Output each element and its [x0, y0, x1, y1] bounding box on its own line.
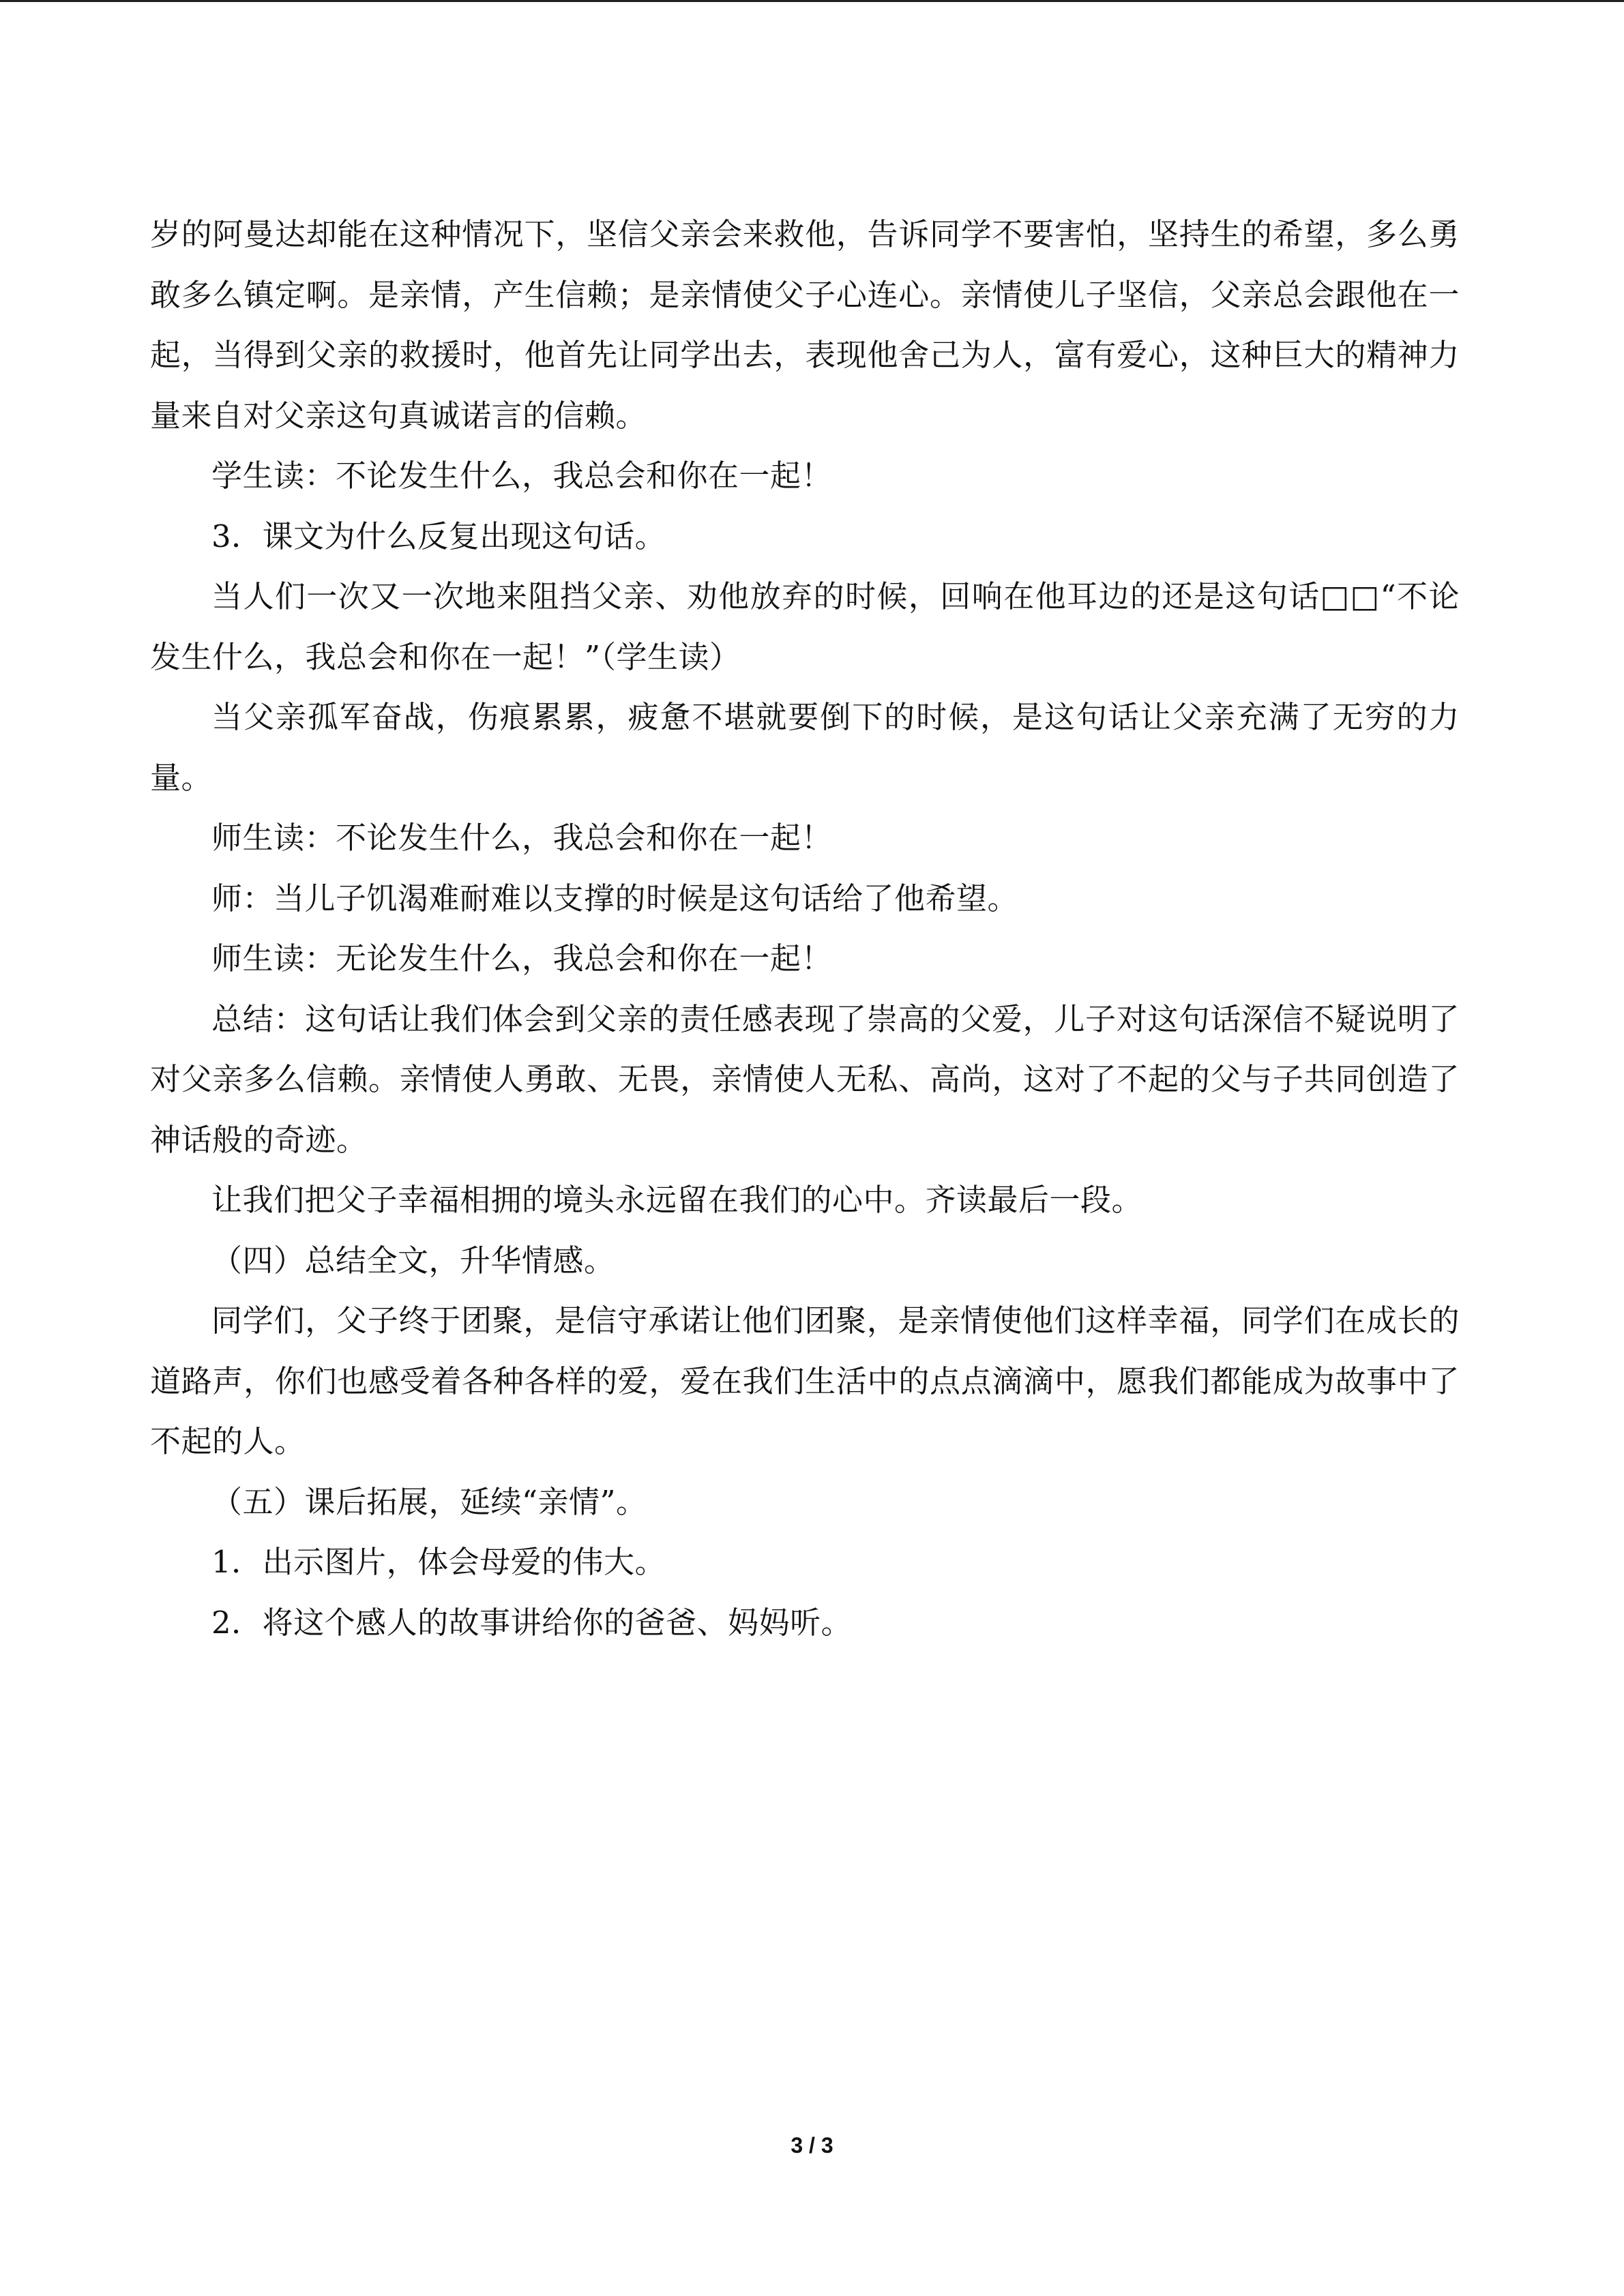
paragraph-teacher-student-reads-1: 师生读：不论发生什么，我总会和你在一起！: [211, 820, 833, 856]
section-heading-5: （五）课后拓展，延续“亲情”。: [211, 1483, 647, 1520]
paragraph-question-3: 3．课文为什么反复出现这句话。: [211, 518, 666, 554]
section-heading-4: （四）总结全文，升华情感。: [211, 1242, 615, 1279]
paragraph-teacher-line: 师：当儿子饥渴难耐难以支撑的时候是这句话给了他希望。: [211, 880, 1019, 916]
document-body: [150, 205, 1460, 1653]
paragraph-father-alone: 当父亲孤军奋战，伤痕累累，疲惫不堪就要倒下的时候，是这句话让父亲充满了无穷的力量。: [150, 699, 1460, 796]
paragraph-conclusion: 同学们，父子终于团聚，是信守承诺让他们团聚，是亲情使他们这样幸福，同学们在成长的道路声，你们也感受着各种各样的爱，爱在我们生活中的点点滴滴中，愿我们都能成为故事中了不起的人。: [150, 1302, 1460, 1459]
paragraph-summary: 总结：这句话让我们体会到父亲的责任感表现了崇高的父爱，儿子对这句话深信不疑说明了对父亲多么信赖。亲情使人勇敢、无畏，亲情使人无私、高尚，这对了不起的父与子共同创造了神话般的奇迹。: [150, 1000, 1460, 1158]
top-border-line: [0, 0, 1624, 2]
page-number: 3 / 3: [791, 2133, 833, 2158]
list-item-2: 2．将这个感人的故事讲给你的爸爸、妈妈听。: [211, 1604, 853, 1641]
list-item-1: 1．出示图片，体会母爱的伟大。: [211, 1544, 666, 1580]
paragraph-teacher-student-reads-2: 师生读：无论发生什么，我总会和你在一起！: [211, 940, 833, 976]
paragraph-student-reads: 学生读：不论发生什么，我总会和你在一起！: [211, 458, 833, 494]
paragraph-read-last-section: 让我们把父子幸福相拥的境头永远留在我们的心中。齐读最后一段。: [211, 1182, 1143, 1218]
paragraph-people-block: 当人们一次又一次地来阻挡父亲、劝他放弃的时候，回响在他耳边的还是这句话□□“不论发生什么，我总会和你在一起！”（学生读）: [150, 578, 1460, 675]
paragraph-continuation: 岁的阿曼达却能在这种情况下，坚信父亲会来救他，告诉同学不要害怕，坚持生的希望，多么勇敢多么镇定啊。是亲情，产生信赖；是亲情使父子心连心。亲情使儿子坚信，父亲总会跟他在一起，当得到父亲的救援时，他首先让同学出去，表现他舍己为人，富有爱心，这种巨大的精神力量来自对父亲这句真诚诺言的信赖。: [150, 216, 1460, 434]
